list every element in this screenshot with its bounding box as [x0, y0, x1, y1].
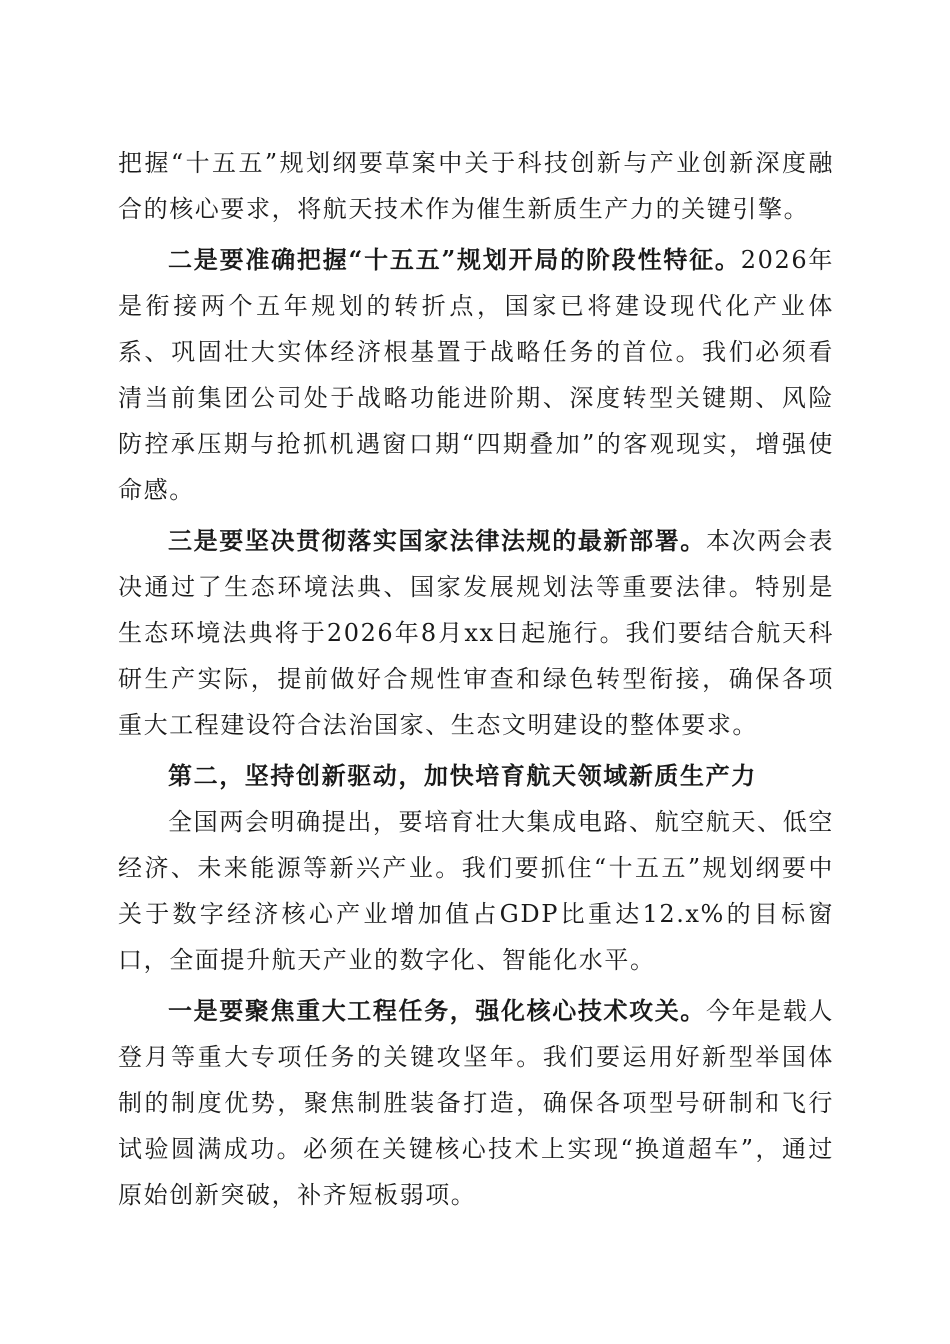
paragraph-lead: 二是要准确把握“十五五”规划开局的阶段性特征。 — [168, 245, 741, 274]
paragraph-text: 2026年是衔接两个五年规划的转折点，国家已将建设现代化产业体系、巩固壮大实体经济根基置于战略任务的首位。我们必须看清当前集团公司处于战略功能进阶期、深度转型关键期、风险防控承压期与抢抓机遇窗口期“四期叠加”的客观现实，增强使命感。 — [118, 246, 834, 504]
paragraph-lead: 三是要坚决贯彻落实国家法律法规的最新部署。 — [168, 526, 706, 555]
paragraph-point-two — [118, 237, 834, 513]
paragraph-point-one — [118, 988, 834, 1218]
paragraph-section-intro — [118, 799, 834, 983]
paragraph-text: 把握“十五五”规划纲要草案中关于科技创新与产业创新深度融合的核心要求，将航天技术作为催生新质生产力的关键引擎。 — [118, 149, 834, 223]
section-heading: 第二，坚持创新驱动，加快培育航天领域新质生产力 — [168, 761, 757, 790]
paragraph-text: 今年是载人登月等重大专项任务的关键攻坚年。我们要运用好新型举国体制的制度优势，聚焦制胜装备打造，确保各项型号研制和飞行试验圆满成功。必须在关键核心技术上实现“换道超车”，通过原始创新突破，补齐短板弱项。 — [118, 997, 834, 1209]
document-body — [118, 140, 834, 1218]
paragraph-point-three — [118, 518, 834, 748]
paragraph-text: 全国两会明确提出，要培育壮大集成电路、航空航天、低空经济、未来能源等新兴产业。我们要抓住“十五五”规划纲要中关于数字经济核心产业增加值占GDP比重达12.x%的目标窗口，全面提升航天产业的数字化、智能化水平。 — [118, 808, 834, 974]
paragraph-intro-continuation — [118, 140, 834, 232]
paragraph-text: 本次两会表决通过了生态环境法典、国家发展规划法等重要法律。特别是生态环境法典将于2026年8月xx日起施行。我们要结合航天科研生产实际，提前做好合规性审查和绿色转型衔接，确保各项重大工程建设符合法治国家、生态文明建设的整体要求。 — [118, 527, 834, 739]
paragraph-lead: 一是要聚焦重大工程任务，强化核心技术攻关。 — [168, 996, 706, 1025]
